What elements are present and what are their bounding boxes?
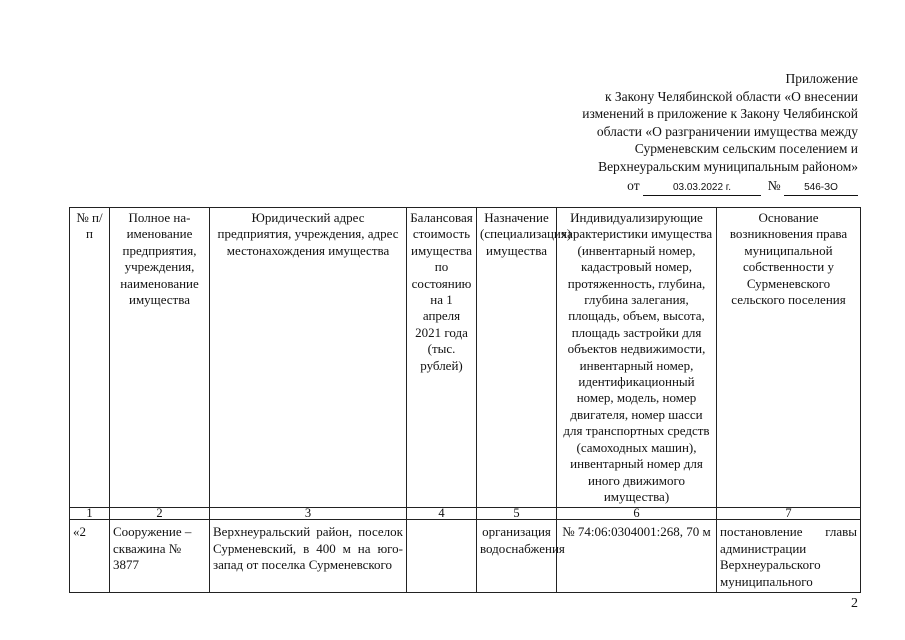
- page-number: 2: [851, 596, 858, 611]
- annex-title: Приложение: [785, 71, 858, 86]
- law-date: 03.03.2022 г.: [643, 181, 761, 196]
- column-number: 6: [557, 508, 717, 520]
- header-cell: Индивидуализирующие характеристики имущества (инвентарный номер, кадастровый номер, протяженность, глубина, глубина залегания, площадь, объем, высота, площадь застройки для объектов недвижимости, инвентарный номер, идентификационный номер, модель, номер двигателя, номер шасси для транспортных средств (самоходных машин), инвентарный номер для иного движимого имущества): [557, 208, 717, 508]
- column-number: 2: [110, 508, 210, 520]
- annex-line: области «О разграничении имущества между: [596, 123, 858, 139]
- annex-line: изменений в приложение к Закону Челябинской: [582, 106, 858, 122]
- header-cell: Назначение (специализация) имущества: [477, 208, 557, 508]
- header-cell: Основание возникновения права муниципальной собственности у Сурменевского сельского поселения: [717, 208, 861, 508]
- from-label: от: [627, 177, 640, 193]
- row-basis: постановление главы администрации Верхнеуральского муниципального: [717, 520, 861, 593]
- row-characteristics: № 74:06:0304001:268, 70 м: [557, 520, 717, 593]
- number-sign: №: [767, 177, 781, 193]
- annex-header: [528, 70, 858, 196]
- column-number: 3: [210, 508, 407, 520]
- property-table: [69, 207, 861, 593]
- annex-line: Верхнеуральским муниципальным районом»: [598, 158, 858, 174]
- header-cell: Юридический адрес предприятия, учреждения, адрес местонахождения имущества: [210, 208, 407, 508]
- law-number: 546-ЗО: [784, 181, 858, 196]
- annex-line: к Закону Челябинской области «О внесении: [604, 88, 858, 104]
- column-number: 7: [717, 508, 861, 520]
- column-number: 1: [70, 508, 110, 520]
- table-row: [70, 520, 861, 593]
- row-value: [407, 520, 477, 593]
- row-purpose: организация водоснабжения: [477, 520, 557, 593]
- annex-line: Сурменевским сельским поселением и: [634, 141, 858, 157]
- row-name: Сооружение – скважина № 3877: [110, 520, 210, 593]
- header-cell: Полное на-именование предприятия, учреждения, наименование имущества: [110, 208, 210, 508]
- column-number: 5: [477, 508, 557, 520]
- header-cell: Балансовая стоимость имущества по состоянию на 1 апреля 2021 года (тыс. рублей): [407, 208, 477, 508]
- table-header-row: [70, 208, 861, 508]
- law-reference-line: [528, 177, 858, 196]
- column-number: 4: [407, 508, 477, 520]
- header-cell: № п/п: [70, 208, 110, 508]
- row-address: Верхнеуральский район, поселок Сурменевский, в 400 м на юго-запад от поселка Сурменевского: [210, 520, 407, 593]
- column-number-row: [70, 508, 861, 520]
- row-number: «2: [70, 520, 110, 593]
